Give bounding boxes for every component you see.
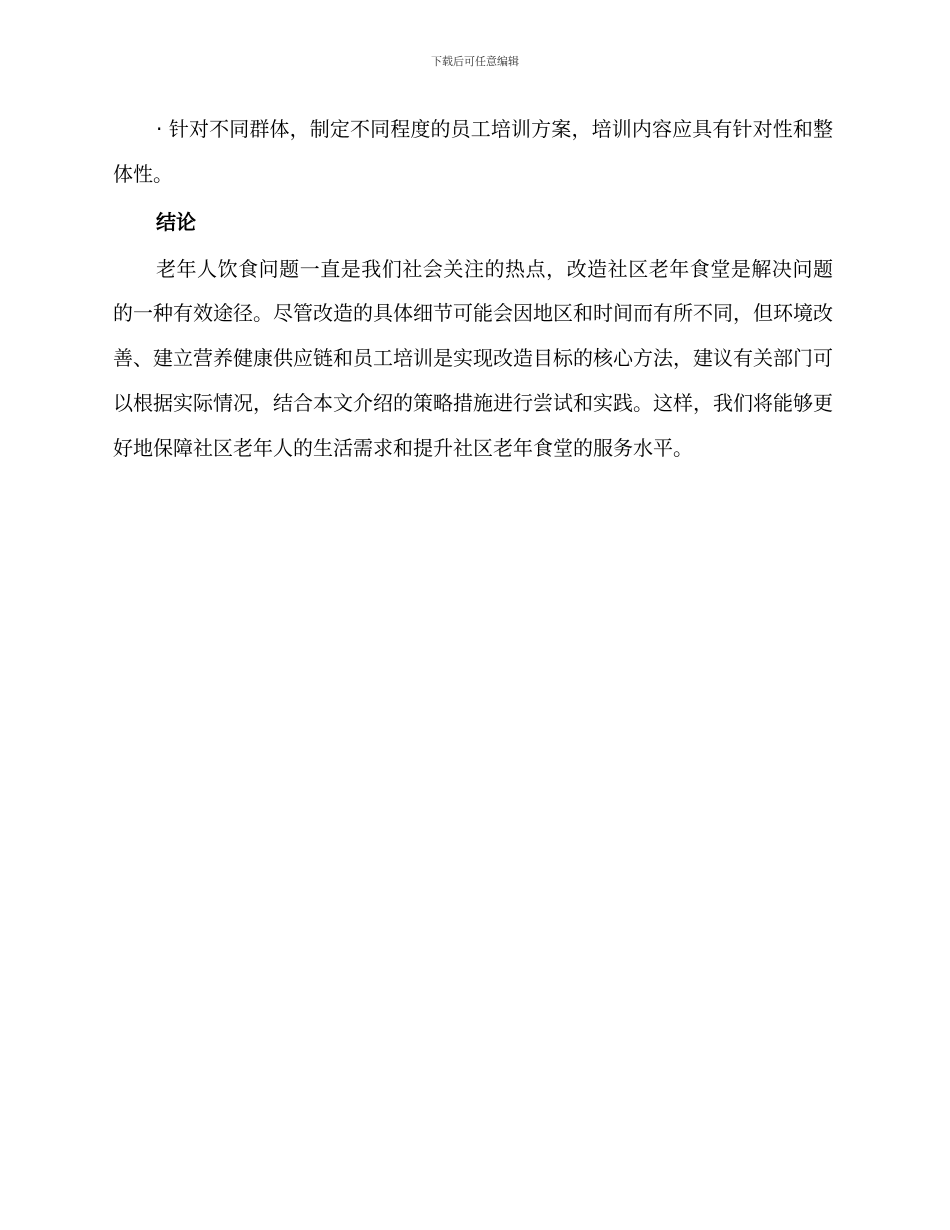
header-note: 下载后可任意编辑	[431, 55, 519, 68]
section-heading-conclusion: 结论	[156, 209, 196, 234]
document-body	[113, 107, 833, 471]
conclusion-paragraph: 老年人饮食问题一直是我们社会关注的热点，改造社区老年食堂是解决问题的一种有效途径。尽管改造的具体细节可能会因地区和时间而有所不同，但环境改善、建立营养健康供应链和员工培训是实现改造目标的核心方法，建议有关部门可以根据实际情况，结合本文介绍的策略措施进行尝试和实践。这样，我们将能够更好地保障社区老年人的生活需求和提升社区老年食堂的服务水平。	[113, 256, 833, 460]
bullet-paragraph: · 针对不同群体，制定不同程度的员工培训方案，培训内容应具有针对性和整体性。	[113, 117, 833, 186]
